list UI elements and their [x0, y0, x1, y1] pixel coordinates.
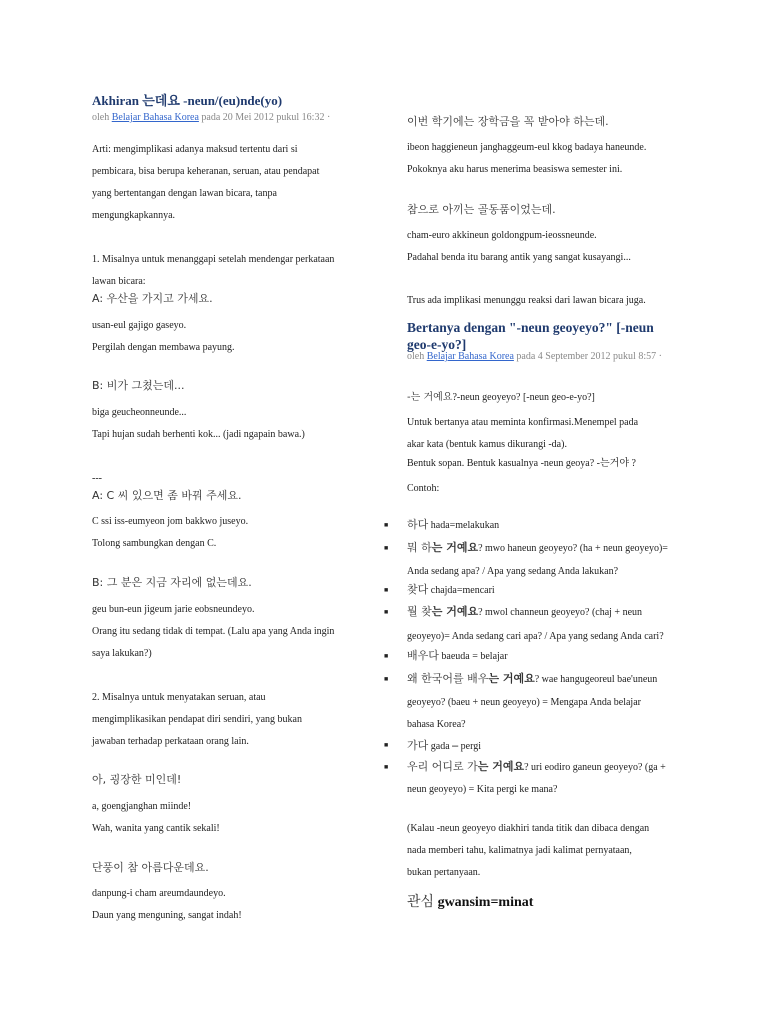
paragraph: lawan bicara: [92, 276, 146, 287]
translation: Pokoknya aku harus menerima beasiswa semester ini. [407, 164, 623, 175]
list-item-cont: geoyeyo)= Anda sedang cari apa? / Apa yang sedang Anda cari? [407, 631, 664, 642]
list-item: ■ 하다 hada=melakukan [384, 518, 500, 531]
translation: Tapi hujan sudah berhenti kok... (jadi ngapain bawa.) [92, 429, 305, 440]
article-meta: oleh Belajar Bahasa Korea pada 4 September 2012 pukul 8:57 · [407, 351, 662, 362]
translation: Daun yang menguning, sangat indah! [92, 910, 242, 921]
list-item: ■ 뭐 하는 거예요? mwo haneun geoyeyo? (ha + neun geoyeyo)= [384, 541, 668, 554]
bullet-icon: ■ [384, 675, 389, 683]
author-link[interactable]: Belajar Bahasa Korea [111, 112, 199, 123]
list-item-cont: geoyeyo? (baeu + neun geoyeyo) = Mengapa Anda belajar [407, 697, 641, 708]
separator: --- [92, 473, 102, 484]
list-item-cont: neun geoyeyo) = Kita pergi ke mana? [407, 784, 558, 795]
paragraph: 1. Misalnya untuk menanggapi setelah mendengar perkataan [92, 254, 335, 265]
paragraph: jawaban terhadap perkataan orang lain. [92, 736, 249, 747]
section-heading: 관심 gwansim=minat [407, 894, 534, 910]
romanization: danpung-i cham areumdaundeyo. [92, 888, 226, 899]
paragraph: Arti: mengimplikasi adanya maksud tertentu dari si [92, 144, 298, 155]
paragraph: (Kalau -neun geoyeyo diakhiri tanda titik dan dibaca dengan [407, 823, 650, 834]
article-title: Akhiran 는데요 -neun/(eu)nde(yo) [92, 93, 283, 108]
translation: Tolong sambungkan dengan C. [92, 538, 217, 549]
bullet-icon: ■ [384, 741, 389, 749]
pattern-line: -는 거예요?-neun geoyeyo? [-neun geo-e-yo?] [407, 392, 595, 403]
romanization: C ssi iss-eumyeon jom bakkwo juseyo. [92, 516, 249, 527]
paragraph: Bentuk sopan. Bentuk kasualnya -neun geoya? -는거야 ? [407, 458, 636, 469]
paragraph: 2. Misalnya untuk menyatakan seruan, atau [92, 692, 266, 703]
list-item: ■ 우리 어디로 가는 거예요? uri eodiro ganeun geoyeyo? (ga + [384, 760, 666, 773]
list-item: ■ 찾다 chajda=mencari [384, 583, 495, 596]
korean-line: B: 비가 그쳤는데... [92, 379, 185, 392]
paragraph: Contoh: [407, 483, 440, 494]
list-item: ■ 뭘 찾는 거예요? mwol channeun geoyeyo? (chaj + neun [384, 605, 643, 618]
list-item-cont: Anda sedang apa? / Apa yang sedang Anda lakukan? [407, 566, 619, 577]
bullet-icon: ■ [384, 763, 389, 771]
korean-line: 아, 굉장한 미인데! [92, 773, 182, 786]
romanization: ibeon haggieneun janghaggeum-eul kkog badaya haneunde. [407, 142, 647, 153]
paragraph: yang bertentangan dengan lawan bicara, tanpa [92, 188, 277, 199]
romanization: cham-euro akkineun goldongpum-ieossneunde. [407, 230, 597, 241]
paragraph: bukan pertanyaan. [407, 867, 481, 878]
paragraph: Untuk bertanya atau meminta konfirmasi.Menempel pada [407, 417, 639, 428]
translation: Padahal benda itu barang antik yang sangat kusayangi... [407, 252, 631, 263]
bullet-icon: ■ [384, 608, 389, 616]
translation: Orang itu sedang tidak di tempat. (Lalu apa yang Anda ingin [92, 626, 335, 637]
korean-line: B: 그 분은 지금 자리에 없는데요. [92, 576, 252, 589]
romanization: biga geucheonneunde... [92, 407, 187, 418]
romanization: geu bun-eun jigeum jarie eobsneundeyo. [92, 604, 255, 615]
korean-line: A: C 씨 있으면 좀 바꿔 주세요. [92, 489, 242, 502]
korean-line: A: 우산을 가지고 가세요. [92, 292, 213, 305]
bullet-icon: ■ [384, 652, 389, 660]
paragraph: Trus ada implikasi menunggu reaksi dari lawan bicara juga. [407, 295, 646, 306]
bullet-icon: ■ [384, 586, 389, 594]
list-item: ■ 가다 gada – pergi [384, 738, 482, 752]
bullet-icon: ■ [384, 544, 389, 552]
section-title: Bertanya dengan "-neun geoyeyo?" [-neun geo-e-yo?] [407, 320, 654, 352]
list-item: ■ 왜 한국어를 배우는 거예요? wae hangugeoreul bae'uneun [384, 672, 658, 685]
paragraph: pembicara, bisa berupa keheranan, seruan, atau pendapat [92, 166, 320, 177]
translation: saya lakukan?) [92, 648, 152, 659]
korean-line: 단풍이 참 아름다운데요. [92, 861, 209, 874]
author-link[interactable]: Belajar Bahasa Korea [426, 351, 514, 362]
romanization: usan-eul gajigo gaseyo. [92, 320, 187, 331]
paragraph: akar kata (bentuk kamus dikurangi -da). [407, 439, 567, 450]
paragraph: mengimplikasikan pendapat diri sendiri, yang bukan [92, 714, 302, 725]
translation: Wah, wanita yang cantik sekali! [92, 823, 220, 834]
list-item-cont: bahasa Korea? [407, 719, 466, 730]
paragraph: mengungkapkannya. [92, 210, 176, 221]
romanization: a, goengjanghan miinde! [92, 801, 192, 812]
paragraph: nada memberi tahu, kalimatnya jadi kalimat pernyataan, [407, 845, 632, 856]
list-item: ■ 배우다 baeuda = belajar [384, 649, 508, 662]
translation: Pergilah dengan membawa payung. [92, 342, 235, 353]
korean-line: 참으로 아끼는 골동품이었는데. [407, 203, 556, 216]
korean-line: 이번 학기에는 장학금을 꼭 받아야 하는데. [407, 115, 609, 128]
article-meta: oleh Belajar Bahasa Korea pada 20 Mei 2012 pukul 16:32 · [92, 112, 331, 123]
bullet-icon: ■ [384, 521, 389, 529]
